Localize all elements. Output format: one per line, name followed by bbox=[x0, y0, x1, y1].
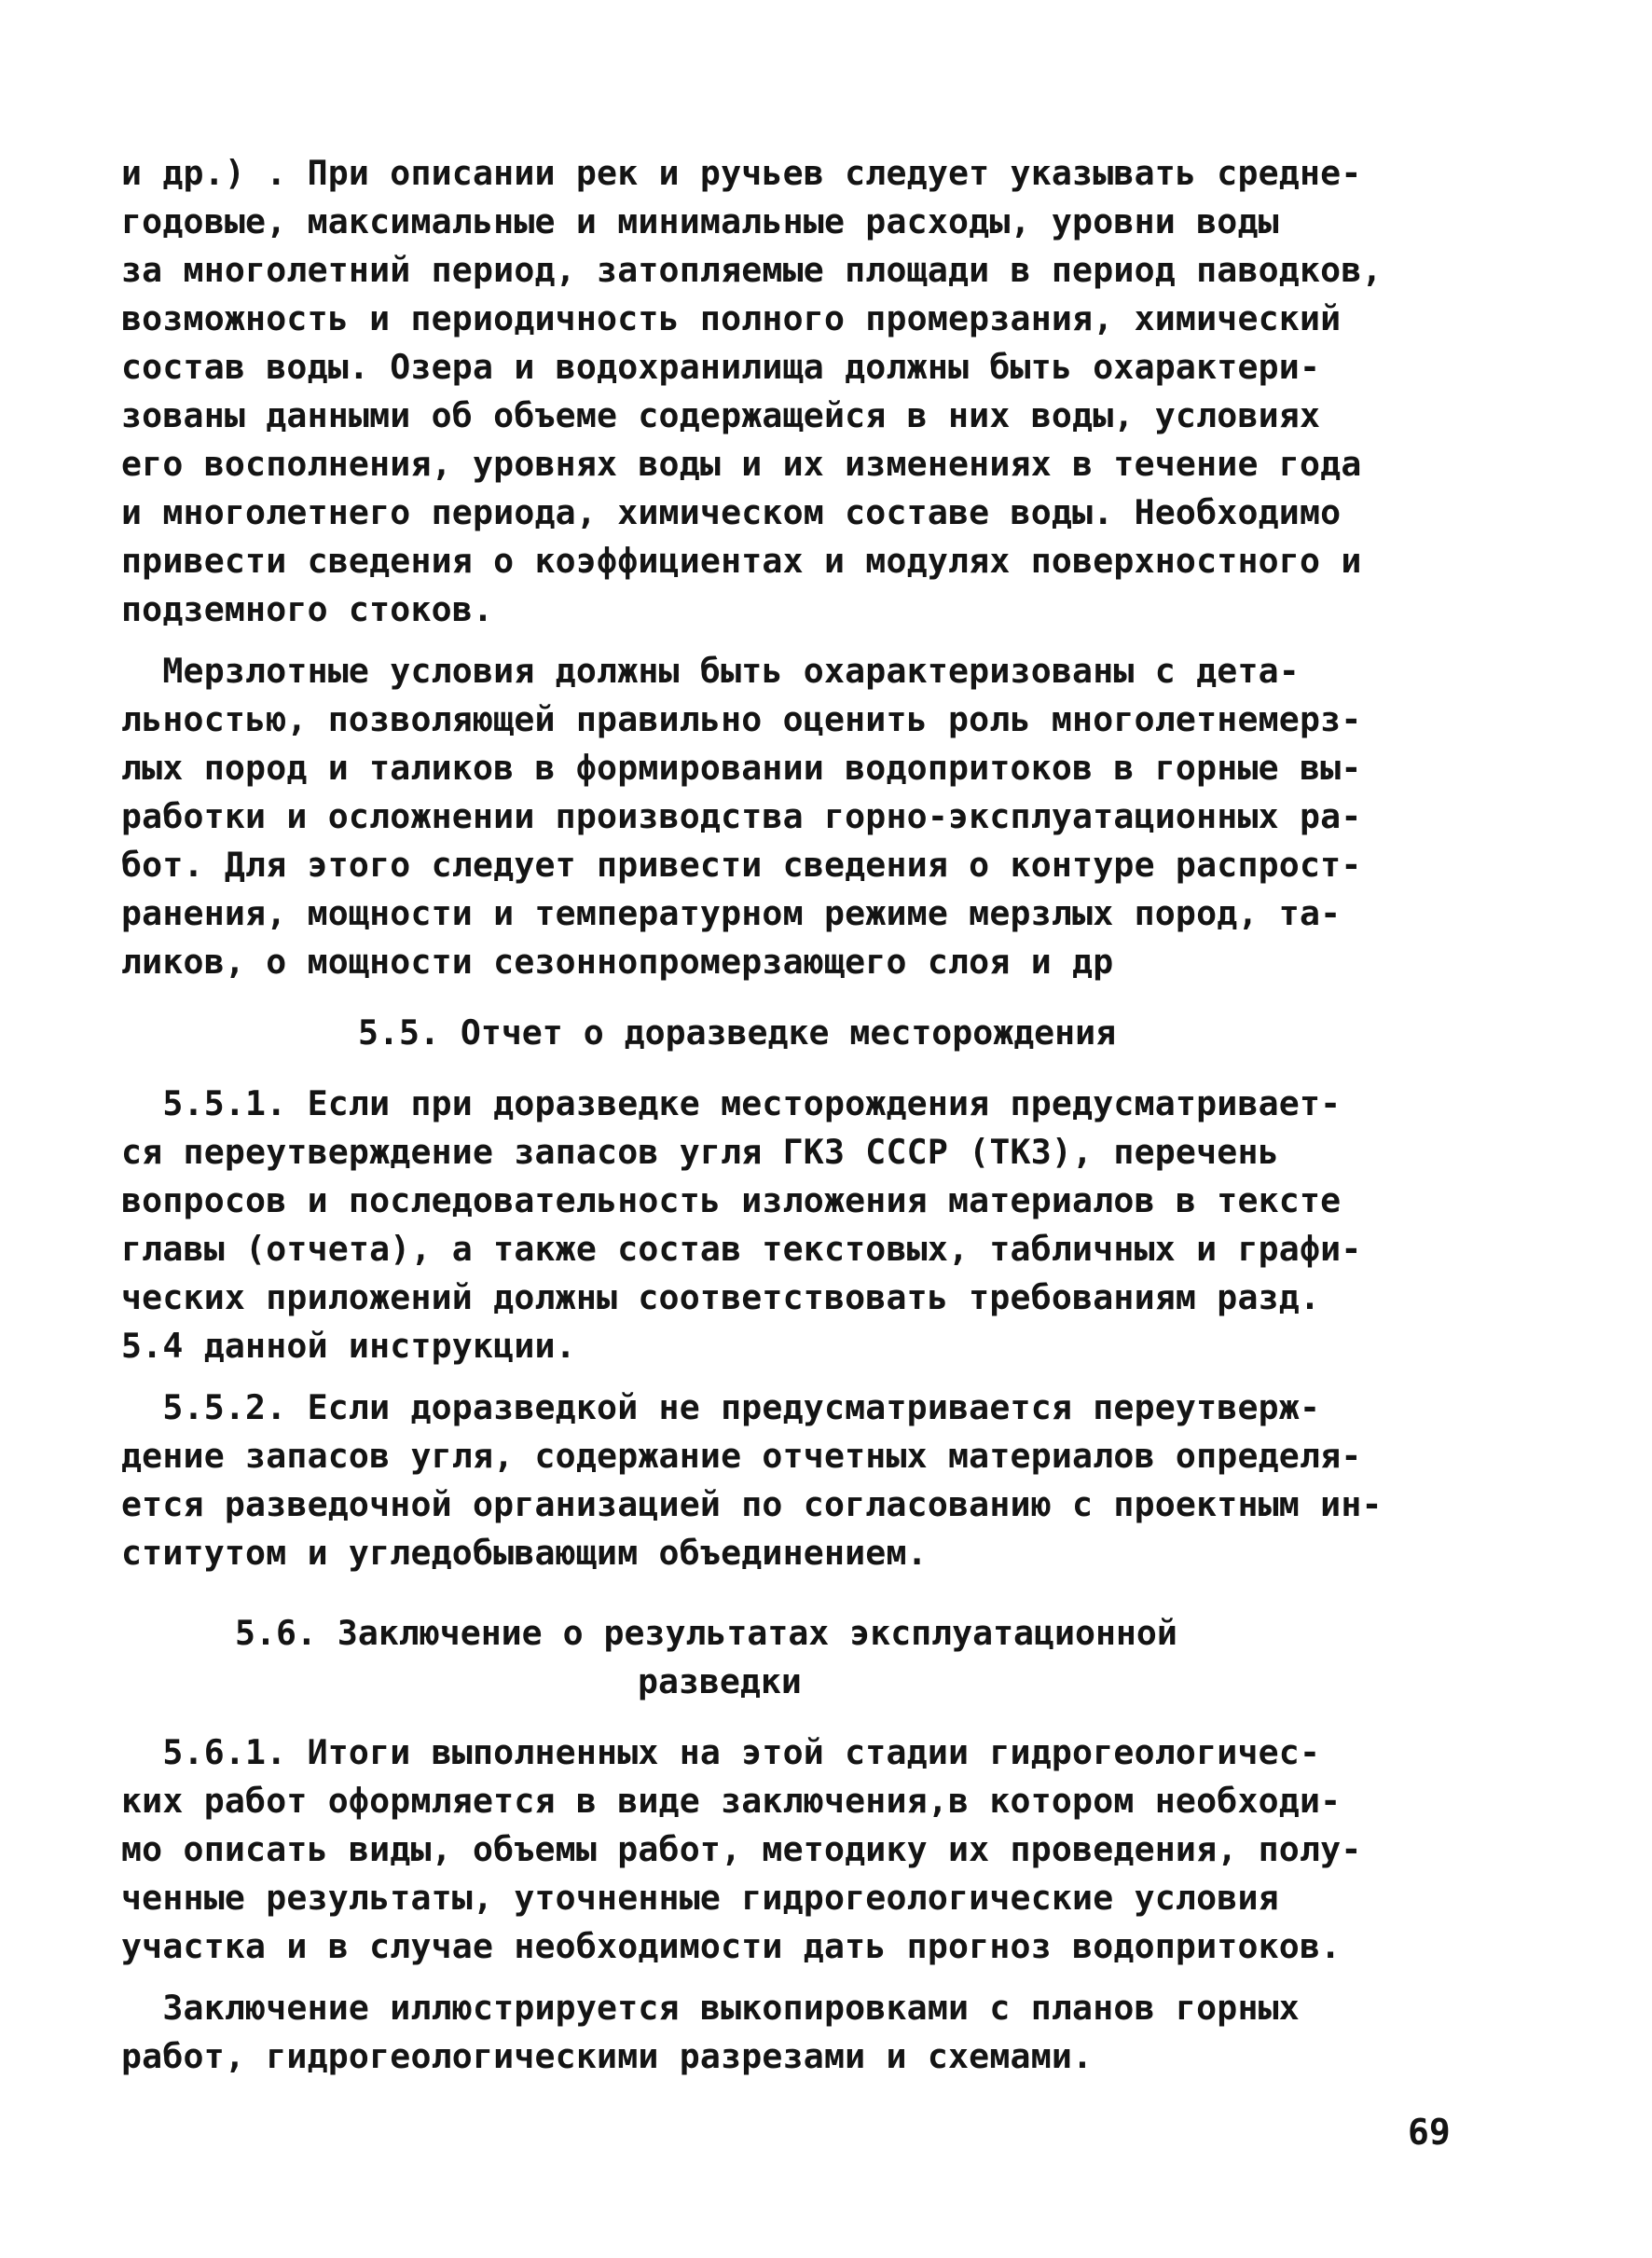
text-line: 5.4 данной инструкции. bbox=[121, 1326, 576, 1366]
text-line: и многолетнего периода, химическом составе воды. Необходимо bbox=[121, 492, 1342, 532]
page-number: 69 bbox=[1408, 2112, 1451, 2153]
text-line: ких работ оформляется в виде заключения,в котором необходи- bbox=[121, 1781, 1342, 1821]
paragraph-5-6-1 bbox=[121, 1728, 1510, 1971]
text-line: привести сведения о коэффициентах и модулях поверхностного и bbox=[121, 541, 1362, 581]
text-line: мо описать виды, объемы работ, методику их проведения, полу- bbox=[121, 1829, 1362, 1869]
text-line: возможность и периодичность полного промерзания, химический bbox=[121, 298, 1342, 338]
text-line: зованы данными об объеме содержащейся в них воды, условиях bbox=[121, 395, 1321, 435]
text-line: главы (отчета), а также состав текстовых, табличных и графи- bbox=[121, 1229, 1362, 1269]
text-line: подземного стоков. bbox=[121, 589, 494, 629]
text-line: дение запасов угля, содержание отчетных материалов определя- bbox=[121, 1436, 1362, 1476]
section-heading-5-6-continued: разведки bbox=[638, 1661, 802, 1701]
text-line: и др.) . При описании рек и ручьев следует указывать средне- bbox=[121, 153, 1362, 193]
text-line: работ, гидрогеологическими разрезами и схемами. bbox=[121, 2036, 1094, 2076]
text-line: ется разведочной организацией по согласованию с проектным ин- bbox=[121, 1484, 1383, 1524]
text-line: ранения, мощности и температурном режиме мерзлых пород, та- bbox=[121, 893, 1342, 933]
section-heading-5-5: 5.5. Отчет о доразведке месторождения bbox=[358, 1012, 1117, 1053]
paragraph-5-5-1 bbox=[121, 1080, 1510, 1370]
text-line: вопросов и последовательность изложения материалов в тексте bbox=[121, 1180, 1342, 1220]
text-line: ческих приложений должны соответствовать требованиям разд. bbox=[121, 1277, 1321, 1317]
intro-paragraph bbox=[121, 149, 1510, 634]
text-line: льностью, позволяющей правильно оценить роль многолетнемерз- bbox=[121, 699, 1362, 739]
text-line: ся переутверждение запасов угля ГКЗ СССР (ТКЗ), перечень bbox=[121, 1132, 1279, 1172]
text-line: бот. Для этого следует привести сведения о контуре распрост- bbox=[121, 845, 1362, 885]
conclusion-paragraph bbox=[121, 1984, 1510, 2081]
text-line: участка и в случае необходимости дать прогноз водопритоков. bbox=[121, 1926, 1342, 1966]
text-line: за многолетний период, затопляемые площади в период паводков, bbox=[121, 250, 1383, 290]
text-line: его восполнения, уровнях воды и их изменениях в течение года bbox=[121, 444, 1362, 484]
text-line: Мерзлотные условия должны быть охарактеризованы с дета- bbox=[121, 651, 1300, 691]
text-line: 5.6.1. Итоги выполненных на этой стадии гидрогеологичес- bbox=[121, 1732, 1321, 1772]
text-line: лых пород и таликов в формировании водопритоков в горные вы- bbox=[121, 748, 1362, 788]
text-line: ченные результаты, уточненные гидрогеологические условия bbox=[121, 1878, 1279, 1918]
text-line: ликов, о мощности сезоннопромерзающего слоя и др bbox=[121, 942, 1114, 982]
text-line: 5.5.1. Если при доразведке месторождения предусматривает- bbox=[121, 1083, 1342, 1123]
text-line: годовые, максимальные и минимальные расходы, уровни воды bbox=[121, 201, 1279, 241]
text-line: 5.5.2. Если доразведкой не предусматривается переутверж- bbox=[121, 1387, 1321, 1427]
paragraph-5-5-2 bbox=[121, 1384, 1510, 1577]
text-line: работки и осложнении производства горно-эксплуатационных ра- bbox=[121, 796, 1362, 836]
text-column bbox=[121, 149, 1510, 2081]
permafrost-paragraph bbox=[121, 647, 1510, 986]
text-line: состав воды. Озера и водохранилища должны быть охарактери- bbox=[121, 347, 1321, 387]
section-heading-5-6: 5.6. Заключение о результатах эксплуатационной bbox=[235, 1613, 1177, 1653]
text-line: ститутом и угледобывающим объединением. bbox=[121, 1533, 928, 1573]
text-line: Заключение иллюстрируется выкопировками с планов горных bbox=[121, 1988, 1300, 2028]
